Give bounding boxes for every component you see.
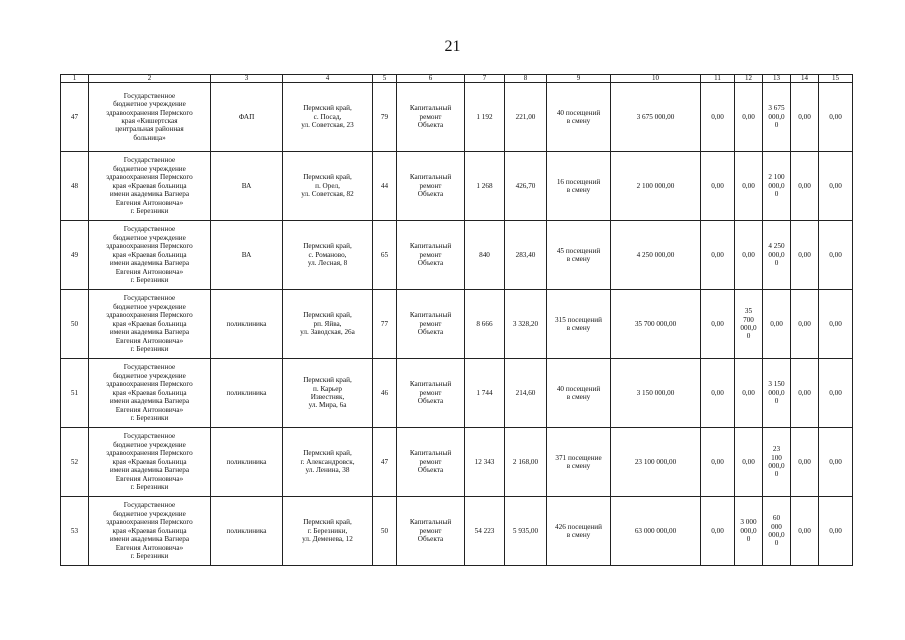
- col-header: 10: [611, 75, 701, 83]
- col5-cell: 44: [373, 152, 397, 221]
- col8-cell: 426,70: [505, 152, 547, 221]
- col-header: 5: [373, 75, 397, 83]
- table-row: [61, 497, 853, 566]
- col7-cell: 1 744: [465, 359, 505, 428]
- institution-cell: Государственное бюджетное учреждение здравоохранения Пермского края «Краевая больница имени академика Вагнера Евгения Антоновича» г. Березники: [89, 152, 211, 221]
- col7-cell: 54 223: [465, 497, 505, 566]
- col8-cell: 5 935,00: [505, 497, 547, 566]
- row-number-cell: 47: [61, 83, 89, 152]
- capacity-cell: 16 посещений в смену: [547, 152, 611, 221]
- col8-cell: 214,60: [505, 359, 547, 428]
- col15-cell: 0,00: [819, 83, 853, 152]
- col13-cell: 23 100 000,0 0: [763, 428, 791, 497]
- col7-cell: 8 666: [465, 290, 505, 359]
- col-header: 12: [735, 75, 763, 83]
- address-cell: Пермский край, г. Александровск, ул. Ленина, 38: [283, 428, 373, 497]
- col5-cell: 65: [373, 221, 397, 290]
- col-header: 7: [465, 75, 505, 83]
- col13-cell: 3 675 000,0 0: [763, 83, 791, 152]
- col-header: 8: [505, 75, 547, 83]
- work-type-cell: Капитальный ремонт Объекта: [397, 359, 465, 428]
- total-cost-cell: 35 700 000,00: [611, 290, 701, 359]
- capacity-cell: 315 посещений в смену: [547, 290, 611, 359]
- institution-cell: Государственное бюджетное учреждение здравоохранения Пермского края «Краевая больница имени академика Вагнера Евгения Антоновича» г. Березники: [89, 497, 211, 566]
- col14-cell: 0,00: [791, 152, 819, 221]
- col12-cell: 0,00: [735, 83, 763, 152]
- institution-cell: Государственное бюджетное учреждение здравоохранения Пермского края «Краевая больница имени академика Вагнера Евгения Антоновича» г. Березники: [89, 359, 211, 428]
- facility-type-cell: поликлиника: [211, 290, 283, 359]
- row-number-cell: 53: [61, 497, 89, 566]
- table-row: [61, 152, 853, 221]
- col-header: 15: [819, 75, 853, 83]
- col-header: 9: [547, 75, 611, 83]
- col11-cell: 0,00: [701, 359, 735, 428]
- col-header: 6: [397, 75, 465, 83]
- col11-cell: 0,00: [701, 428, 735, 497]
- col15-cell: 0,00: [819, 497, 853, 566]
- col14-cell: 0,00: [791, 83, 819, 152]
- col12-cell: 0,00: [735, 152, 763, 221]
- total-cost-cell: 63 000 000,00: [611, 497, 701, 566]
- col11-cell: 0,00: [701, 83, 735, 152]
- capacity-cell: 371 посещение в смену: [547, 428, 611, 497]
- col15-cell: 0,00: [819, 428, 853, 497]
- header-row: [61, 75, 853, 83]
- address-cell: Пермский край, рп. Яйва, ул. Заводская, 26а: [283, 290, 373, 359]
- capacity-cell: 40 посещений в смену: [547, 83, 611, 152]
- col7-cell: 1 192: [465, 83, 505, 152]
- col5-cell: 79: [373, 83, 397, 152]
- address-cell: Пермский край, г. Березники, ул. Деменева, 12: [283, 497, 373, 566]
- col5-cell: 46: [373, 359, 397, 428]
- facility-type-cell: ВА: [211, 152, 283, 221]
- col8-cell: 221,00: [505, 83, 547, 152]
- work-type-cell: Капитальный ремонт Объекта: [397, 428, 465, 497]
- col8-cell: 3 328,20: [505, 290, 547, 359]
- row-number-cell: 49: [61, 221, 89, 290]
- col13-cell: 2 100 000,0 0: [763, 152, 791, 221]
- col8-cell: 283,40: [505, 221, 547, 290]
- facility-type-cell: поликлиника: [211, 428, 283, 497]
- col11-cell: 0,00: [701, 290, 735, 359]
- col7-cell: 12 343: [465, 428, 505, 497]
- col5-cell: 47: [373, 428, 397, 497]
- col14-cell: 0,00: [791, 428, 819, 497]
- table-row: [61, 359, 853, 428]
- col12-cell: 0,00: [735, 428, 763, 497]
- col-header: 11: [701, 75, 735, 83]
- col14-cell: 0,00: [791, 221, 819, 290]
- work-type-cell: Капитальный ремонт Объекта: [397, 221, 465, 290]
- table-row: [61, 83, 853, 152]
- col15-cell: 0,00: [819, 359, 853, 428]
- capacity-cell: 45 посещений в смену: [547, 221, 611, 290]
- capacity-cell: 426 посещений в смену: [547, 497, 611, 566]
- capacity-cell: 40 посещений в смену: [547, 359, 611, 428]
- institution-cell: Государственное бюджетное учреждение здравоохранения Пермского края «Краевая больница имени академика Вагнера Евгения Антоновича» г. Березники: [89, 428, 211, 497]
- institution-cell: Государственное бюджетное учреждение здравоохранения Пермского края «Краевая больница имени академика Вагнера Евгения Антоновича» г. Березники: [89, 221, 211, 290]
- col12-cell: 3 000 000,0 0: [735, 497, 763, 566]
- col-header: 2: [89, 75, 211, 83]
- col-header: 3: [211, 75, 283, 83]
- col7-cell: 1 268: [465, 152, 505, 221]
- total-cost-cell: 4 250 000,00: [611, 221, 701, 290]
- col12-cell: 35 700 000,0 0: [735, 290, 763, 359]
- total-cost-cell: 3 675 000,00: [611, 83, 701, 152]
- work-type-cell: Капитальный ремонт Объекта: [397, 152, 465, 221]
- facility-type-cell: поликлиника: [211, 497, 283, 566]
- col7-cell: 840: [465, 221, 505, 290]
- address-cell: Пермский край, с. Романово, ул. Лесная, 8: [283, 221, 373, 290]
- col-header: 13: [763, 75, 791, 83]
- col8-cell: 2 168,00: [505, 428, 547, 497]
- col15-cell: 0,00: [819, 152, 853, 221]
- col-header: 4: [283, 75, 373, 83]
- col11-cell: 0,00: [701, 221, 735, 290]
- col14-cell: 0,00: [791, 359, 819, 428]
- facility-type-cell: ФАП: [211, 83, 283, 152]
- col12-cell: 0,00: [735, 359, 763, 428]
- col-header: 14: [791, 75, 819, 83]
- row-number-cell: 52: [61, 428, 89, 497]
- col13-cell: 4 250 000,0 0: [763, 221, 791, 290]
- col-header: 1: [61, 75, 89, 83]
- total-cost-cell: 2 100 000,00: [611, 152, 701, 221]
- col14-cell: 0,00: [791, 290, 819, 359]
- facility-type-cell: ВА: [211, 221, 283, 290]
- col11-cell: 0,00: [701, 497, 735, 566]
- facility-type-cell: поликлиника: [211, 359, 283, 428]
- table-row: [61, 290, 853, 359]
- col13-cell: 60 000 000,0 0: [763, 497, 791, 566]
- total-cost-cell: 3 150 000,00: [611, 359, 701, 428]
- institution-cell: Государственное бюджетное учреждение здравоохранения Пермского края «Кишертская центральная районная больница»: [89, 83, 211, 152]
- page-number: 21: [444, 38, 461, 55]
- col12-cell: 0,00: [735, 221, 763, 290]
- work-type-cell: Капитальный ремонт Объекта: [397, 290, 465, 359]
- address-cell: Пермский край, п. Карьер Известняк, ул. Мира, 6а: [283, 359, 373, 428]
- col11-cell: 0,00: [701, 152, 735, 221]
- table-row: [61, 221, 853, 290]
- data-table: [60, 74, 853, 566]
- row-number-cell: 50: [61, 290, 89, 359]
- col15-cell: 0,00: [819, 221, 853, 290]
- address-cell: Пермский край, п. Орел, ул. Советская, 82: [283, 152, 373, 221]
- col5-cell: 77: [373, 290, 397, 359]
- col5-cell: 50: [373, 497, 397, 566]
- table-row: [61, 428, 853, 497]
- col15-cell: 0,00: [819, 290, 853, 359]
- work-type-cell: Капитальный ремонт Объекта: [397, 83, 465, 152]
- address-cell: Пермский край, с. Посад, ул. Советская, 23: [283, 83, 373, 152]
- institution-cell: Государственное бюджетное учреждение здравоохранения Пермского края «Краевая больница имени академика Вагнера Евгения Антоновича» г. Березники: [89, 290, 211, 359]
- total-cost-cell: 23 100 000,00: [611, 428, 701, 497]
- row-number-cell: 51: [61, 359, 89, 428]
- row-number-cell: 48: [61, 152, 89, 221]
- col13-cell: 3 150 000,0 0: [763, 359, 791, 428]
- col14-cell: 0,00: [791, 497, 819, 566]
- work-type-cell: Капитальный ремонт Объекта: [397, 497, 465, 566]
- col13-cell: 0,00: [763, 290, 791, 359]
